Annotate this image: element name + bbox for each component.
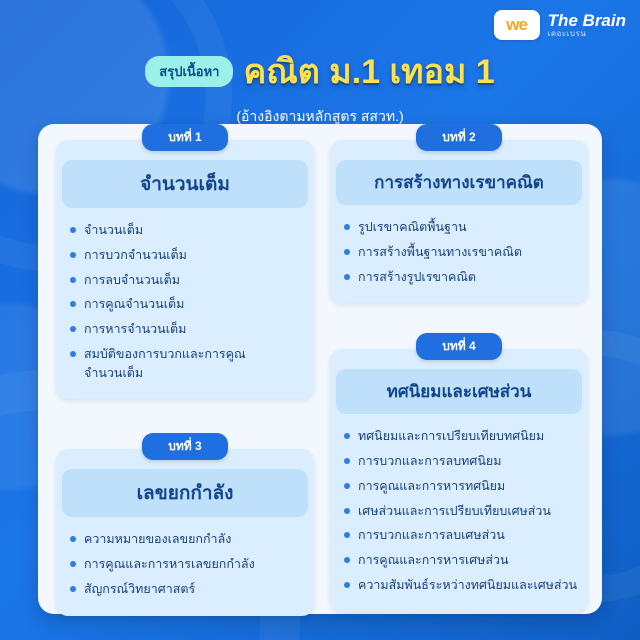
list-item: รูปเรขาคณิตพื้นฐาน — [344, 215, 578, 240]
chapter-topics-4 — [330, 424, 588, 597]
list-item: ทศนิยมและการเปรียบเทียบทศนิยม — [344, 424, 578, 449]
list-item: การสร้างรูปเรขาคณิต — [344, 265, 578, 290]
chapter-card-2 — [330, 124, 588, 303]
chapter-heading-2: การสร้างทางเรขาคณิต — [336, 160, 582, 205]
list-item: การบวกและการลบทศนิยม — [344, 449, 578, 474]
page-subtitle: (อ้างอิงตามหลักสูตร สสวท.) — [236, 108, 404, 124]
chapter-tag-3: บทที่ 3 — [142, 433, 228, 460]
list-item: การคูณและการหารเศษส่วน — [344, 548, 578, 573]
summary-pill: สรุปเนื้อหา — [145, 56, 233, 87]
list-item: การบวกจำนวนเต็ม — [70, 243, 304, 268]
list-item: สัญกรณ์วิทยาศาสตร์ — [70, 577, 304, 602]
list-item: สมบัติของการบวกและการคูณจำนวนเต็ม — [70, 342, 304, 386]
list-item: การหารจำนวนเต็ม — [70, 317, 304, 342]
list-item: การคูณและการหารทศนิยม — [344, 474, 578, 499]
chapter-body-2 — [330, 140, 588, 303]
left-column — [56, 124, 314, 630]
list-item: การลบจำนวนเต็ม — [70, 268, 304, 293]
chapter-body-4 — [330, 349, 588, 611]
chapter-heading-1: จำนวนเต็ม — [62, 160, 308, 208]
chapter-card-4 — [330, 333, 588, 611]
poster-header — [0, 0, 640, 128]
page-title: คณิต ม.1 เทอม 1 — [243, 53, 495, 91]
list-item: การสร้างพื้นฐานทางเรขาคณิต — [344, 240, 578, 265]
list-item: ความสัมพันธ์ระหว่างทศนิยมและเศษส่วน — [344, 573, 578, 598]
chapter-topics-2 — [330, 215, 588, 289]
title-row — [0, 44, 640, 98]
right-column — [330, 124, 588, 626]
list-item: การบวกและการลบเศษส่วน — [344, 523, 578, 548]
chapter-tag-1: บทที่ 1 — [142, 124, 228, 151]
chapter-topics-1 — [56, 218, 314, 385]
content-board — [38, 124, 602, 614]
we-logo-text: we — [506, 15, 527, 34]
chapter-heading-3: เลขยกกำลัง — [62, 469, 308, 517]
chapter-body-3 — [56, 449, 314, 615]
chapter-heading-4: ทศนิยมและเศษส่วน — [336, 369, 582, 414]
chapter-topics-3 — [56, 527, 314, 601]
list-item: เศษส่วนและการเปรียบเทียบเศษส่วน — [344, 499, 578, 524]
chapter-tag-2: บทที่ 2 — [416, 124, 502, 151]
list-item: จำนวนเต็ม — [70, 218, 304, 243]
chapter-body-1 — [56, 140, 314, 399]
brand-subname: เดอะเบรน — [547, 28, 587, 38]
chapter-tag-4: บทที่ 4 — [416, 333, 502, 360]
chapter-card-1 — [56, 124, 314, 399]
list-item: การคูณและการหารเลขยกกำลัง — [70, 552, 304, 577]
brand-name: The Brain — [547, 10, 626, 30]
list-item: ความหมายของเลขยกกำลัง — [70, 527, 304, 552]
list-item: การคูณจำนวนเต็ม — [70, 292, 304, 317]
chapter-card-3 — [56, 433, 314, 615]
